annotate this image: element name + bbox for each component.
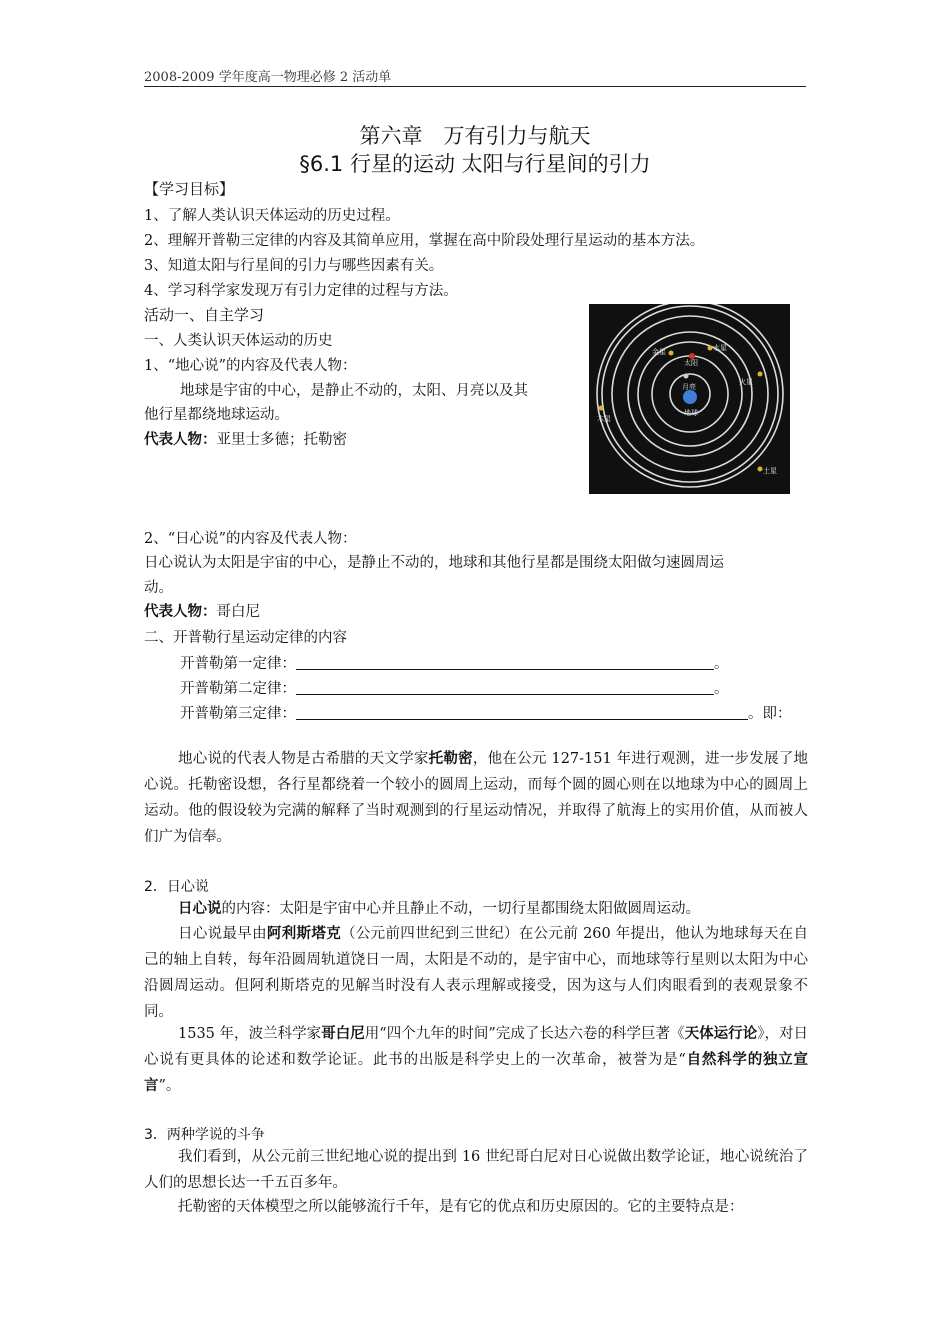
goal-item: 1、了解人类认识天体运动的历史过程。	[144, 208, 400, 224]
heliocentric-bold: 日心说	[178, 900, 222, 917]
book-title-bold: 天体运行论	[684, 1025, 758, 1042]
text-run: 》，对日心说有更具体的论述和数学论证。此书的出版是科学史上的一次革命，被誉为是“	[144, 1026, 809, 1068]
kepler-law-3-blank[interactable]	[296, 705, 748, 720]
kepler-law-2	[180, 677, 729, 698]
struggle-section-heading: 3．两种学说的斗争	[144, 1127, 265, 1143]
moon-icon	[684, 374, 689, 379]
text-run: （公元前四世纪到三世纪）在公元前 260 年提出，他认为地球每天在自己的轴上自转，每年沿圆周轨道饶日一周，太阳是不动的，是宇宙中心，而地球等行星则以太阳为中心沿圆周运动。但阿利斯塔克的见解当时没有人表示理解或接受，因为这与人们肉眼看到的表观景象不同。	[144, 926, 809, 1020]
text-run: 用“四个九年的时间”完成了长达六卷的科学巨著《	[364, 1026, 685, 1042]
copernicus-bold: 哥白尼	[321, 1025, 365, 1042]
kepler-law-1	[180, 652, 729, 673]
rep-label: 代表人物：	[144, 603, 217, 620]
rep-label: 代表人物：	[144, 431, 217, 448]
geocentric-diagram	[589, 304, 790, 494]
text-run: 1535 年，波兰科学家	[178, 1026, 322, 1042]
heliocentric-text: 动。	[144, 580, 173, 596]
period: 。	[714, 656, 729, 672]
sun-label: 太阳	[684, 359, 698, 367]
goal-item: 3、知道太阳与行星间的引力与哪些因素有关。	[144, 258, 444, 274]
mars-label: 火星	[739, 378, 753, 386]
text-run: 地心说的代表人物是古希腊的天文学家	[178, 751, 429, 767]
geocentric-text: 地球是宇宙的中心，是静止不动的，太阳、月亮以及其	[180, 383, 528, 399]
heliocentric-text: 日心说认为太阳是宇宙的中心，是静止不动的，地球和其他行星都是围绕太阳做匀速圆周运	[144, 555, 724, 571]
page-header: 2008-2009 学年度高一物理必修 2 活动单	[144, 66, 806, 87]
section-title: §6.1 行星的运动 太阳与行星间的引力	[299, 152, 651, 176]
moon-label: 月亮	[682, 383, 696, 391]
saturn-icon	[758, 467, 763, 472]
struggle-paragraph: 我们看到，从公元前三世纪地心说的提出到 16 世纪哥白尼对日心说做出数学论证，地心说统治了人们的思想长达一千五百多年。	[144, 1149, 808, 1191]
kepler-law-3-label: 开普勒第三定律：	[180, 706, 296, 722]
heliocentric-heading: 2、“日心说”的内容及代表人物：	[144, 531, 357, 547]
history-heading: 一、人类认识天体运动的历史	[144, 333, 333, 349]
activity-heading: 活动一、自主学习	[144, 306, 265, 324]
heliocentric-representative	[144, 600, 260, 621]
goal-item: 2、理解开普勒三定律的内容及其简单应用，掌握在高中阶段处理行星运动的基本方法。	[144, 233, 705, 249]
heliocentric-section-heading: 2．日心说	[144, 879, 209, 895]
aristarchus-paragraph	[144, 921, 808, 1025]
mars-icon	[758, 372, 763, 377]
mercury-label: 水星	[713, 344, 727, 352]
venus-label: 金星	[652, 348, 666, 356]
chapter-title: 第六章 万有引力与航天	[359, 124, 591, 148]
rep-value: 哥白尼	[216, 604, 260, 620]
ptolemy-model-paragraph: 托勒密的天体模型之所以能够流行千年，是有它的优点和历史原因的。它的主要特点是：	[178, 1199, 744, 1215]
geocentric-heading: 1、“地心说”的内容及代表人物：	[144, 358, 357, 374]
goal-item: 4、学习科学家发现万有引力定律的过程与方法。	[144, 283, 458, 299]
geocentric-text: 他行星都绕地球运动。	[144, 407, 289, 423]
ptolemy-bold: 托勒密	[428, 750, 473, 767]
goals-heading: 【学习目标】	[144, 180, 235, 198]
kepler-law-3-end: 。即：	[748, 706, 792, 722]
declaration-bold: 自然科学的独立宣言	[144, 1051, 808, 1094]
jupiter-label: 木星	[597, 415, 611, 423]
rep-value: 亚里士多德；托勒密	[216, 432, 347, 448]
mercury-icon	[708, 346, 713, 351]
kepler-law-2-blank[interactable]	[296, 680, 714, 695]
kepler-law-1-blank[interactable]	[296, 655, 714, 670]
text-run: ，他在公元 127-151 年进行观测，进一步发展了地心说。托勒密设想，各行星都绕着一个较小的圆周上运动，而每个圆的圆心则在以地球为中心的圆周上运动。他的假设较为完满的解释了当时观测到的行星运动情况，并取得了航海上的实用价值，从而被人们广为信奉。	[144, 751, 809, 845]
copernicus-paragraph	[144, 1021, 808, 1099]
text-run: 日心说最早由	[178, 926, 267, 942]
heliocentric-definition	[144, 896, 808, 922]
kepler-heading: 二、开普勒行星运动定律的内容	[144, 630, 347, 646]
earth-icon	[683, 390, 697, 404]
aristarchus-bold: 阿利斯塔克	[266, 925, 342, 942]
text-run: ”。	[158, 1078, 181, 1094]
earth-label: 地球	[684, 409, 698, 417]
period: 。	[714, 681, 729, 697]
geocentric-representative	[144, 428, 347, 449]
geocentric-model-figure	[589, 304, 790, 494]
kepler-law-2-label: 开普勒第二定律：	[180, 681, 296, 697]
kepler-law-1-label: 开普勒第一定律：	[180, 656, 296, 672]
saturn-label: 土星	[763, 467, 777, 475]
ptolemy-paragraph	[144, 746, 808, 850]
text-run: 的内容：太阳是宇宙中心并且静止不动，一切行星都围绕太阳做圆周运动。	[221, 901, 700, 917]
jupiter-icon	[599, 406, 604, 411]
kepler-law-3	[180, 702, 792, 723]
venus-icon	[669, 351, 674, 356]
